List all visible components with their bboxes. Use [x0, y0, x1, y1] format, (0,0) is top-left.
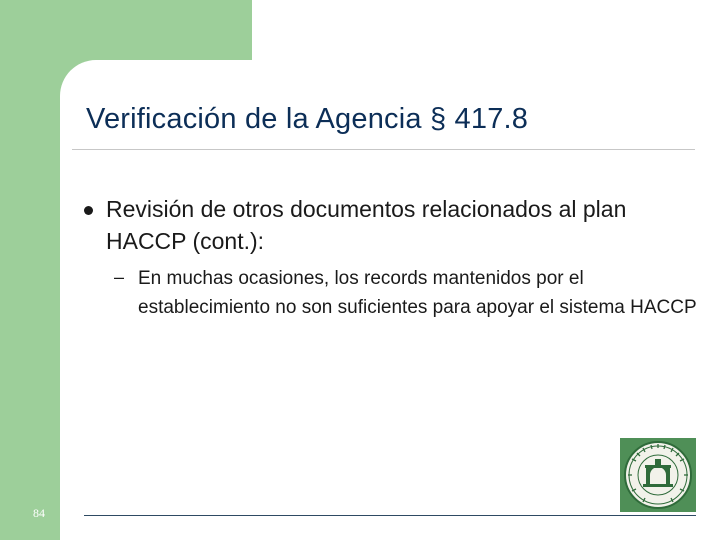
footer-divider [84, 515, 696, 516]
bullet-text: Revisión de otros documentos relacionados al plan HACCP (cont.): [106, 196, 627, 254]
university-seal-icon [620, 438, 696, 512]
sub-bullet-text: En muchas ocasiones, los records mantenidos por el establecimiento no son suficientes para apoyar el sistema HACCP [138, 268, 697, 318]
page-number: 84 [33, 506, 45, 520]
title-divider [72, 149, 695, 150]
sub-bullet-dash: – [114, 267, 125, 287]
slide-title: Verificación de la Agencia § 417.8 [86, 103, 529, 135]
bullet-icon [84, 206, 93, 215]
